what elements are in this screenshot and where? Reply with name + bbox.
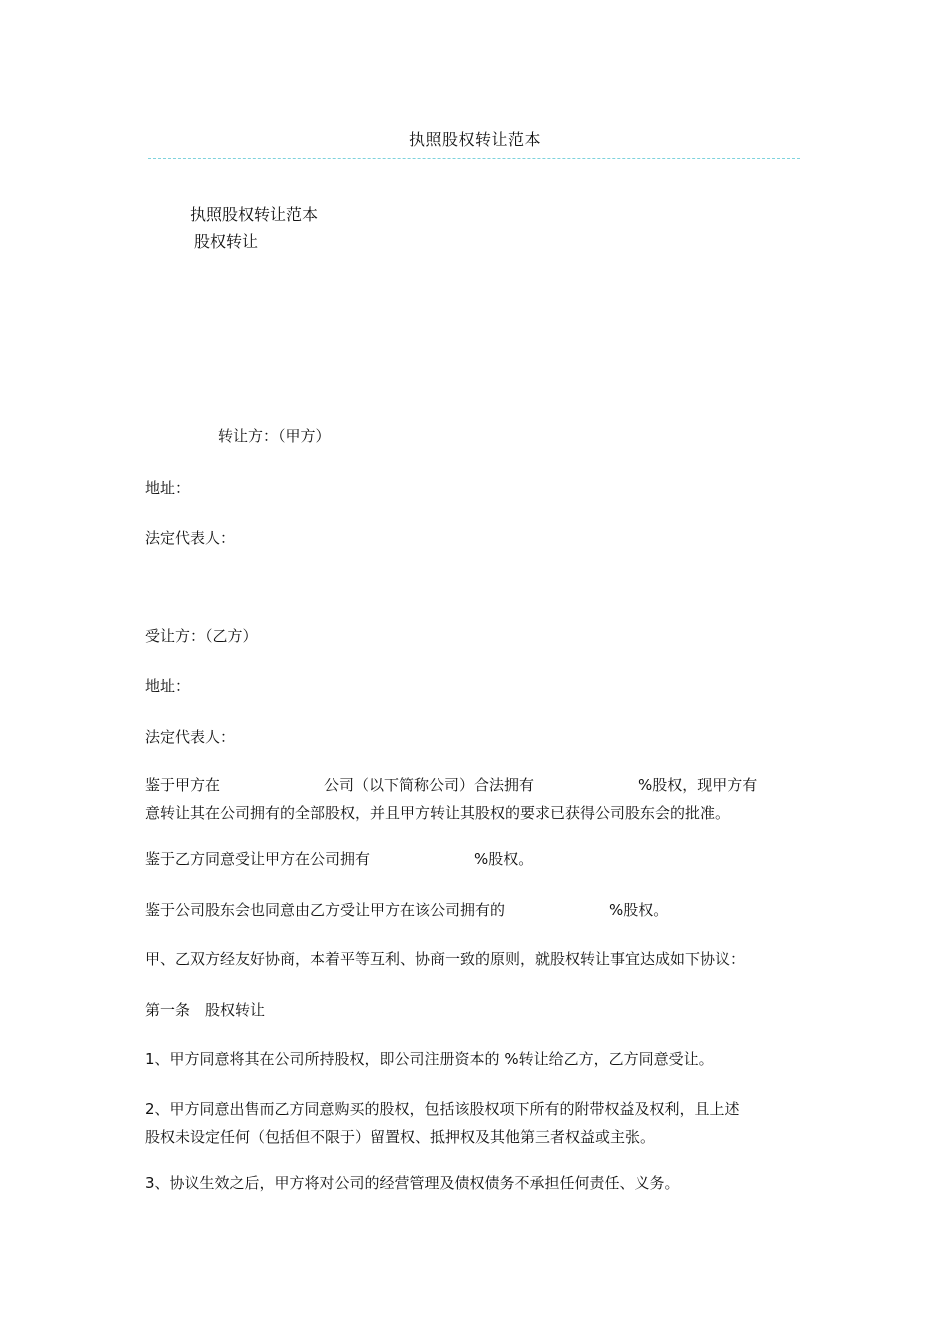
recital-2-part-a: 鉴于乙方同意受让甲方在公司拥有 [145, 850, 371, 868]
recital-1-part-c: %股权，现甲方有 [638, 776, 758, 794]
recital-2 [145, 845, 810, 873]
header-divider [148, 158, 800, 159]
recital-1-line-1 [145, 771, 810, 799]
article-1-heading: 第一条 股权转让 [145, 1001, 266, 1019]
transferee-address: 地址： [145, 677, 191, 695]
transferor-address: 地址： [145, 479, 191, 497]
transferor-representative: 法定代表人： [145, 529, 236, 547]
article-1-item-2-line-1: 2、甲方同意出售而乙方同意购买的股权，包括该股权项下所有的附带权益及权利，且上述 [145, 1100, 740, 1118]
transferee-label: 受让方：（乙方） [145, 627, 258, 645]
article-1-item-1: 1、甲方同意将其在公司所持股权，即公司注册资本的 %转让给乙方，乙方同意受让。 [145, 1050, 714, 1068]
recital-1-part-a: 鉴于甲方在 [145, 776, 221, 794]
recital-3 [145, 896, 810, 924]
intro-subtitle: 股权转让 [194, 232, 259, 251]
recital-4: 甲、乙双方经友好协商，本着平等互利、协商一致的原则，就股权转让事宜达成如下协议： [145, 950, 746, 968]
transferee-representative: 法定代表人： [145, 728, 236, 746]
article-1-item-3: 3、协议生效之后，甲方将对公司的经营管理及债权债务不承担任何责任、义务。 [145, 1174, 680, 1192]
recital-1-line-2: 意转让其在公司拥有的全部股权，并且甲方转让其股权的要求已获得公司股东会的批准。 [145, 804, 731, 822]
page-header-title: 执照股权转让范本 [408, 130, 541, 149]
transferor-label: 转让方：（甲方） [218, 427, 331, 445]
recital-1 [145, 771, 810, 827]
recital-1-part-b: 公司（以下简称公司）合法拥有 [324, 776, 535, 794]
article-1-item-2-line-2: 股权未设定任何（包括但不限于）留置权、抵押权及其他第三者权益或主张。 [145, 1128, 656, 1146]
recital-2-part-b: %股权。 [474, 850, 534, 868]
intro-title: 执照股权转让范本 [190, 205, 319, 224]
recital-3-part-a: 鉴于公司股东会也同意由乙方受让甲方在该公司拥有的 [145, 901, 506, 919]
article-1-item-2 [145, 1095, 810, 1151]
recital-3-part-b: %股权。 [609, 901, 669, 919]
